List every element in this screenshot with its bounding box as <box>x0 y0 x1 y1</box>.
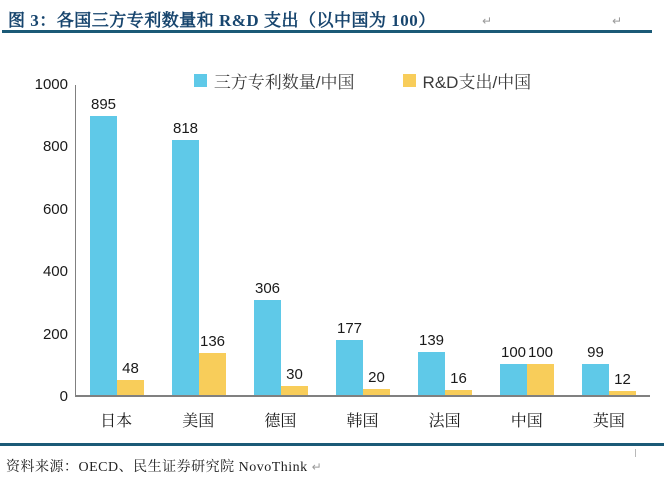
bar-unit <box>445 370 472 395</box>
bar-group <box>404 85 486 395</box>
bar-group <box>568 85 650 395</box>
bar-unit <box>336 320 363 395</box>
bar-unit <box>363 369 390 395</box>
bar-unit <box>609 371 636 395</box>
rd-bar <box>199 353 226 395</box>
bar-value-label: 818 <box>172 119 199 137</box>
bar-value-label: 48 <box>122 360 139 377</box>
bar-value-label: 895 <box>90 95 117 113</box>
bar-value-label: 20 <box>368 368 385 386</box>
patent-bar <box>254 300 281 396</box>
category-label: 日本 <box>100 413 133 430</box>
rd-bar <box>281 386 308 395</box>
category-label: 中国 <box>510 413 543 430</box>
bar-unit <box>199 333 226 395</box>
bar-value-label: 12 <box>614 371 631 389</box>
bar-group <box>158 85 240 395</box>
figure-title: 图 3：各国三方专利数量和 R&D 支出（以中国为 100） <box>8 11 436 30</box>
source-note <box>6 456 322 476</box>
bar-unit <box>172 120 199 395</box>
x-axis-labels <box>75 408 650 431</box>
patent-bar <box>500 364 527 395</box>
bar-value-label: 136 <box>199 332 226 350</box>
y-axis-tick-label: 200 <box>42 325 68 343</box>
bar-unit <box>117 360 144 395</box>
category-label: 美国 <box>182 413 215 430</box>
patent-bar <box>582 364 609 395</box>
source-text: 资料来源：OECD、民生证券研究院 NovoThink <box>6 460 308 475</box>
legend-label: 三方专利数量/中国 <box>213 72 355 92</box>
bar-group <box>322 85 404 395</box>
chart-plot-area <box>75 85 650 397</box>
category-label: 德国 <box>264 413 297 430</box>
bar-value-label: 99 <box>587 344 604 362</box>
bar-value-label: 177 <box>336 319 363 337</box>
bar-value-label: 30 <box>286 365 303 383</box>
paragraph-mark-icon: ↵ <box>482 14 493 28</box>
bar-groups <box>76 85 650 395</box>
category-label: 法国 <box>428 413 461 430</box>
bar-unit <box>418 332 445 395</box>
bar-unit <box>527 344 554 395</box>
y-axis-tick-label: 800 <box>42 138 68 156</box>
y-axis-tick-label: 600 <box>42 200 68 218</box>
patent-bar <box>336 340 363 395</box>
figure-header <box>0 0 664 33</box>
category-label: 韩国 <box>346 413 379 430</box>
rd-bar <box>117 380 144 395</box>
bar-value-label: 100 <box>500 343 527 361</box>
bar-unit <box>281 366 308 395</box>
bar-group <box>76 85 158 395</box>
rd-bar <box>527 364 554 395</box>
rd-bar <box>445 390 472 395</box>
patent-bar <box>90 116 117 395</box>
bar-group <box>486 85 568 395</box>
bar-unit <box>500 344 527 395</box>
rd-bar <box>609 391 636 395</box>
patent-bar <box>418 352 445 395</box>
category-label: 英国 <box>592 413 625 430</box>
rd-bar <box>363 389 390 395</box>
y-axis-tick-label: 400 <box>42 263 68 281</box>
figure-bottom-rule <box>0 443 664 446</box>
patent-bar <box>172 140 199 395</box>
bar-value-label: 139 <box>418 331 445 349</box>
table-cell-mark <box>635 449 636 457</box>
paragraph-mark-icon: ↵ <box>612 14 623 28</box>
bar-group <box>240 85 322 395</box>
bar-value-label: 306 <box>254 279 281 297</box>
bar-unit <box>90 96 117 395</box>
bar-value-label: 16 <box>450 370 467 387</box>
bar-unit <box>254 280 281 396</box>
legend-label: R&D支出/中国 <box>422 72 532 92</box>
y-axis-tick-label: 0 <box>59 388 68 405</box>
title-underline <box>2 30 652 33</box>
paragraph-mark-icon: ↵ <box>311 460 323 474</box>
bar-unit <box>582 344 609 395</box>
bar-value-label: 100 <box>527 343 554 361</box>
y-axis-tick-label: 1000 <box>34 76 68 93</box>
